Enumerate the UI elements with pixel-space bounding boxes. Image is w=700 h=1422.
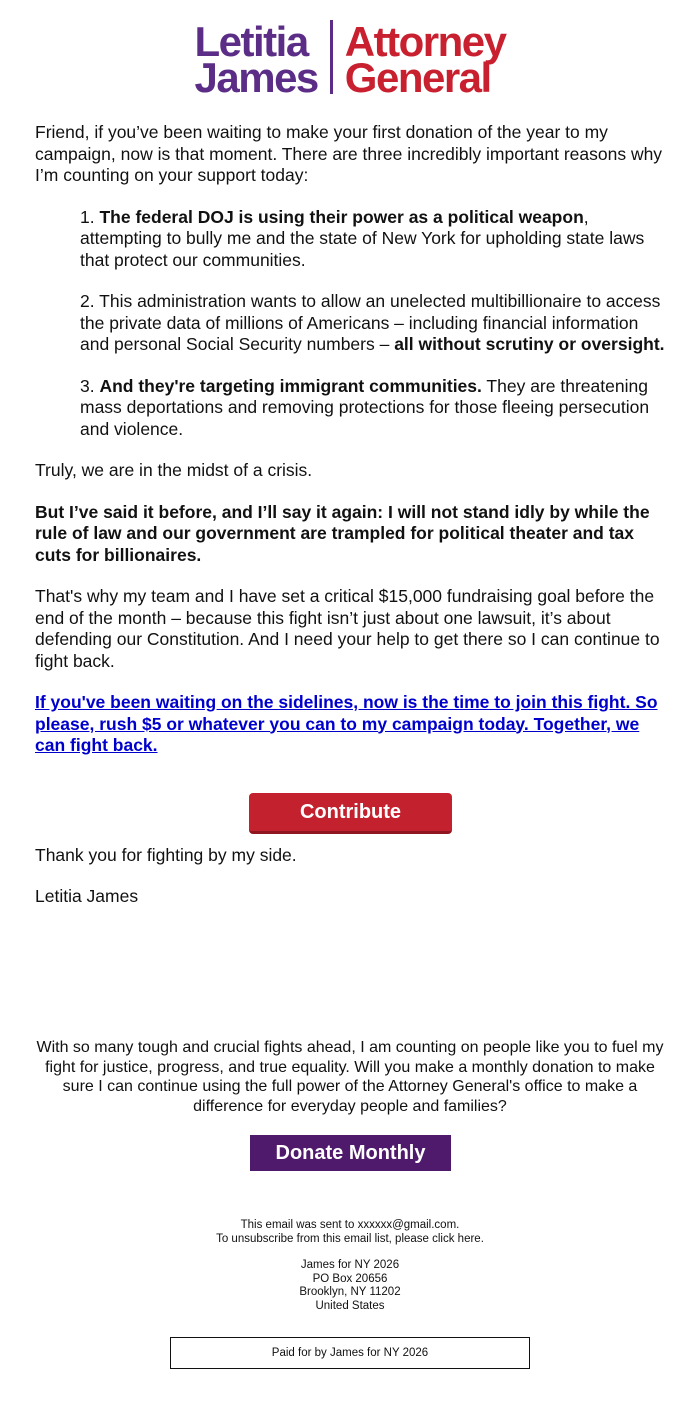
logo [0,18,700,101]
reason-1-number: 1. [80,206,100,227]
logo-title [333,18,506,101]
logo-name-line2: James [194,54,318,101]
reason-1-text: , attempting to bully me and the state of New York for upholding state laws that protect our communities. [80,206,645,270]
address-line: PO Box 20656 [312,1272,388,1285]
logo-title-line2: General [344,54,491,101]
reason-1-bold: The federal DOJ is using their power as a political weapon [99,206,584,227]
address-line: James for NY 2026 [300,1259,400,1271]
monthly-appeal: With so many tough and crucial fights ahead, I am counting on people like you to fuel my fight for justice, progress, and true equality. Will you make a monthly donation to make sure I can continue using the full power of the Attorney General's office to make a difference for everyday people and families? [36,1039,664,1115]
crisis-paragraph: Truly, we are in the midst of a crisis. [35,460,313,480]
reason-2-text: This administration wants to allow an unelected multibillionaire to access the private data of millions of Americans – including financial information and personal Social Security numbers – [80,291,661,354]
reason-2 [35,291,665,356]
footer-notice [0,1219,700,1246]
donate-cta-link[interactable]: If you've been waiting on the sidelines, now is the time to join this fight. So please, rush $5 or whatever you can to my campaign today. Together, we can fight back. [35,692,658,755]
reason-3-number: 3. [80,375,100,396]
signature: Letitia James [35,885,139,906]
reason-1 [35,207,665,272]
address-line: Brooklyn, NY 11202 [299,1286,401,1298]
reason-3 [35,376,665,441]
sent-to-line: This email was sent to xxxxxx@gmail.com. [240,1219,460,1231]
paid-for-disclaimer: Paid for by James for NY 2026 [170,1337,530,1369]
reason-2-bold: all without scrutiny or oversight. [394,334,665,354]
contribute-button[interactable]: Contribute [249,793,452,834]
footer-address [0,1259,700,1313]
reason-3-text: They are threatening mass deportations and removing protections for those fleeing persecution and violence. [80,375,650,439]
letter-body [35,122,665,777]
logo-title-line1: Attorney [344,18,506,65]
logo-name-line1: Letitia [194,18,308,65]
unsubscribe-link[interactable]: To unsubscribe from this email list, please click here. [216,1232,484,1245]
donate-monthly-button[interactable]: Donate Monthly [250,1135,451,1171]
goal-paragraph: That's why my team and I have set a critical $15,000 fundraising goal before the end of the month – because this fight isn’t just about one lawsuit, it’s about defending our Constitution. And I need your help to get there so I can continue to fight back. [35,586,660,671]
reason-2-number: 2. [80,291,100,311]
bold-statement: But I’ve said it before, and I’ll say it again: I will not stand idly by while the rule of law and our government are trampled for political theater and tax cuts for billionaires. [35,501,650,565]
thanks-line: Thank you for fighting by my side. [35,845,297,865]
closing [35,845,665,927]
intro-paragraph: Friend, if you’ve been waiting to make your first donation of the year to my campaign, now is that moment. There are three incredibly important reasons why I’m counting on your support today: [35,122,663,185]
address-line: United States [315,1299,385,1312]
logo-name [194,18,330,101]
reason-3-bold: And they're targeting immigrant communities. [99,375,482,396]
